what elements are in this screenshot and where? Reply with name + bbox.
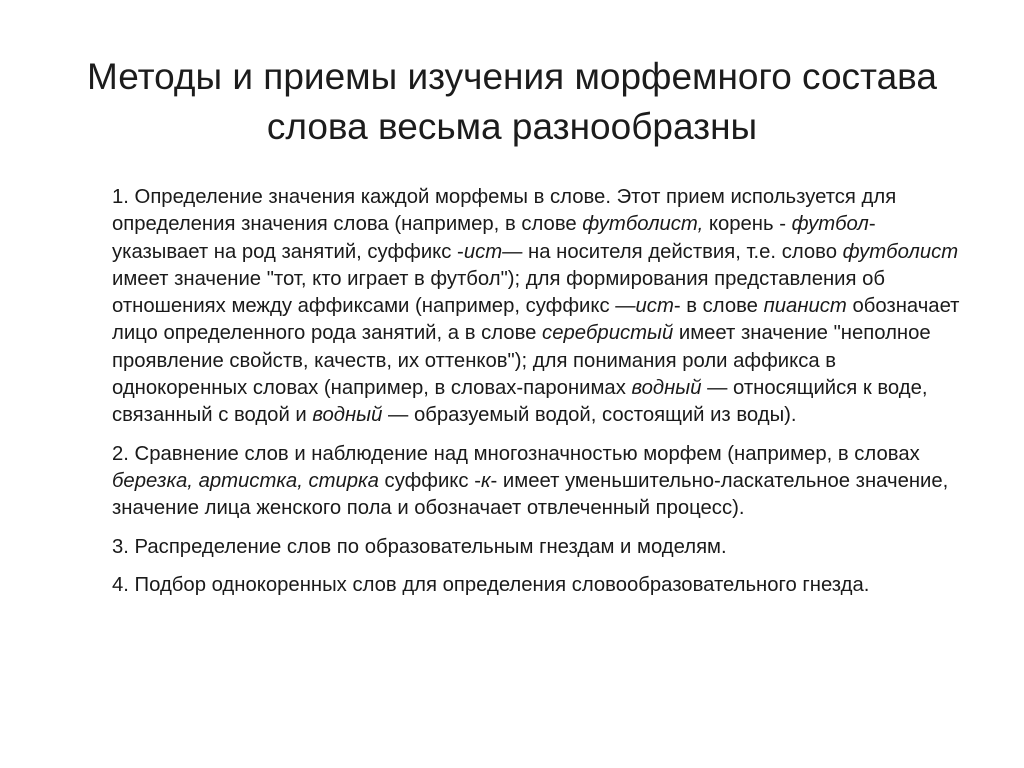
example-word: футболист <box>842 240 959 263</box>
paragraph-text: — образуемый водой, состоящий из воды). <box>382 404 797 427</box>
example-word: футболист, <box>582 213 704 236</box>
paragraph-text: имеет значение "неполное проявление свойств, качеств, их оттенков"); для понимания роли аффикса в однокоренных словах (например, в словах-паронимах <box>112 322 931 400</box>
paragraph-text: имеет значение "тот, кто играет в футбол"); для формирования представления об отношениях между аффиксами (например, суффикс — <box>112 267 886 318</box>
example-word: пианист <box>763 295 847 318</box>
example-word: водный <box>312 404 383 427</box>
paragraph-text: - имеет уменьшительно-ласкательное значение, значение лица женского пола и обозначает отвлеченный процесс). <box>112 469 949 520</box>
paragraph-text: — на носителя действия, т.е. слово <box>502 240 843 263</box>
example-word: водный <box>631 377 702 400</box>
list-item <box>112 572 974 599</box>
paragraph-text: 3. Распределение слов по образовательным гнездам и моделям. <box>112 535 727 558</box>
paragraph-text: обозначает лицо определенного рода занятий, а в слове <box>112 295 960 345</box>
example-word: ист <box>635 295 674 318</box>
example-word: к <box>480 469 491 492</box>
paragraph-text: 1. Определение значения каждой морфемы в слове. Этот прием используется для определения значения слова (например, в слове <box>112 186 897 236</box>
example-word: футбол <box>791 213 869 236</box>
paragraph-text: 4. Подбор однокоренных слов для определения словообразовательного гнезда. <box>112 573 870 596</box>
example-word: ист <box>463 240 503 263</box>
paragraph-text: корень - <box>703 213 792 236</box>
slide-title: Методы и приемы изучения морфемного состава слова весьма разнообразны <box>87 56 937 147</box>
list-item <box>112 184 974 430</box>
example-word: серебристый <box>542 322 674 345</box>
paragraph-text: суффикс - <box>378 469 481 492</box>
example-word: березка, артистка, стирка <box>112 469 379 492</box>
paragraph-text: 2. Сравнение слов и наблюдение над многозначностью морфем (например, в словах <box>112 442 920 465</box>
paragraph-text: - указывает на род занятий, суффикс - <box>112 213 876 263</box>
paragraph-text: - в слове <box>673 295 764 318</box>
slide-body <box>112 184 974 610</box>
paragraph-text: — относящийся к воде, связанный с водой и <box>112 377 928 427</box>
list-item <box>112 441 974 523</box>
list-item <box>112 534 974 561</box>
